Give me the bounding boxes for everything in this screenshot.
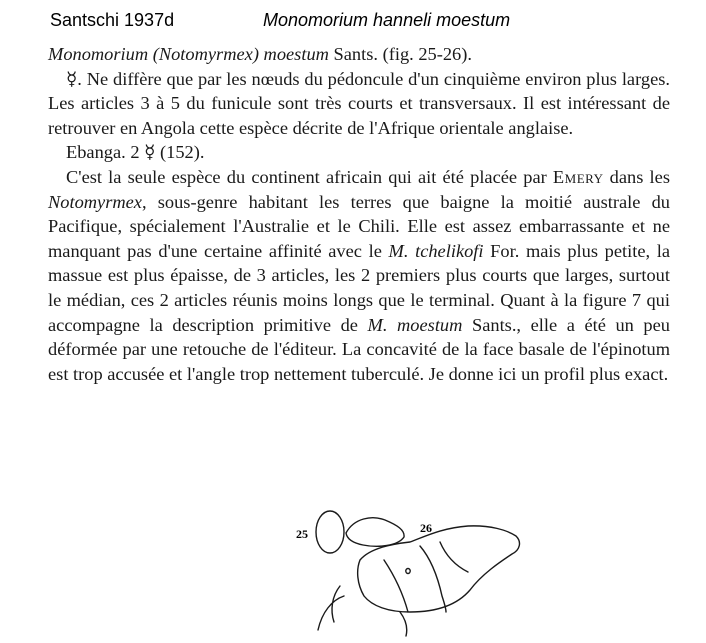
leg-outline-partial — [400, 612, 407, 636]
mesosoma-outline — [358, 526, 520, 612]
header-citation: Santschi 1937d — [50, 10, 175, 30]
header-species-name: Monomorium hanneli moestum — [263, 10, 511, 30]
postpetiole-node-outline — [346, 518, 404, 547]
locality-post: (152). — [155, 142, 205, 163]
mesosoma-suture — [440, 542, 468, 572]
discussion-text: dans les — [603, 166, 670, 187]
species-name: Monomorium (Notomyrmex) moestum — [48, 44, 329, 64]
worker-symbol: ☿ — [66, 68, 78, 89]
mesosoma-suture — [420, 546, 446, 612]
spiracle — [406, 569, 410, 574]
species-moestum: M. moestum — [367, 314, 463, 335]
species-tchelikofi: M. tchelikofi — [388, 240, 484, 261]
genus-notomyrmex: Notomyrmex — [48, 191, 142, 212]
mesosoma-suture — [384, 560, 408, 612]
species-author: Sants. (fig. 25-26). — [328, 44, 472, 64]
discussion-text: , sous-genre habitant les terres que baigne la moitié australe du Pacifique, spécialement l'Australie et le Chili. Elle est assez embarrassante et ne manquant pas d'une certaine affinité avec le — [48, 191, 670, 261]
author-emery: Emery — [552, 166, 604, 187]
head-outline-partial — [332, 586, 340, 622]
petiole-node-outline — [316, 511, 344, 553]
figure-label-25: 25 — [296, 527, 308, 541]
leg-outline-partial — [318, 596, 344, 630]
worker-symbol: ☿ — [144, 142, 156, 163]
figure-label-26: 26 — [420, 521, 432, 535]
locality-pre: Ebanga. 2 — [66, 142, 145, 163]
discussion-text: C'est la seule espèce du continent africain qui ait été placée par — [66, 166, 553, 187]
description-text: . Ne diffère que par les nœuds du pédoncule d'un cinquième environ plus larges. Les articles 3 à 5 du funicule sont très courts et transversaux. Il est intéressant de retrouver en Angola cette espèce décrite de l'Afrique orientale anglaise. — [48, 68, 670, 138]
discussion-text: For. mais plus petite, la massue est plus épaisse, de 3 articles, les 2 premiers plus courts que larges, surtout le médian, ces 2 articles réunis moins longs que le terminal. Quant à la figure 7 qui accompagne la description primitive de — [48, 240, 670, 335]
discussion-text: Sants., elle a été un peu déformée par une retouche de l'éditeur. La concavité de la face basale de l'épinotum est trop accusée et l'angle trop nettement tuberculé. Je donne ici un profil plus exact. — [48, 314, 670, 384]
